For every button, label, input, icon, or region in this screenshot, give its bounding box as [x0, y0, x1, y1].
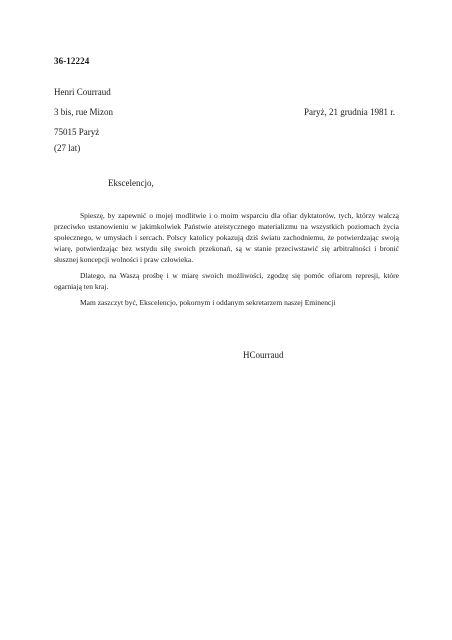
body-paragraph: Dlatego, na Waszą prośbę i w miarę swoich możliwości, zgodzę się pomóc ofiarom represji, które ogarniają ten kraj.: [54, 271, 399, 291]
letter-body: [54, 210, 399, 313]
sender-age: (27 lat): [54, 143, 81, 153]
sender-city: 75015 Paryż: [54, 127, 100, 137]
body-paragraph: Spieszę, by zapewnić o mojej modlitwie i o moim wsparciu dla ofiar dyktatorów, tych, którzy walczą przeciwko ustanowieniu w jakimkolwiek Państwie ateistycznego materializmu na wszystkich poziomach życia społecznego, w umysłach i sercach. Polscy katolicy pokazują dziś światu zachodniemu, że potwierdzając swoją wiarę, potwierdzając bez wstydu siłę swoich przekonań, są w stanie przeciwstawić się arbitralności i bronić słusznej koncepcji wolności i praw człowieka.: [54, 211, 399, 264]
letter-date: Paryż, 21 grudnia 1981 r.: [304, 107, 395, 117]
sender-street: 3 bis, rue Mizon: [54, 107, 113, 117]
signature: HCourraud: [243, 350, 284, 360]
reference-number: 36-12224: [54, 56, 90, 66]
salutation: Ekscelencjo,: [108, 178, 154, 188]
body-paragraph: Mam zaszczyt być, Ekscelencjo, pokornym i oddanym sekretarzem naszej Eminencji: [80, 298, 336, 307]
sender-name: Henri Courraud: [54, 87, 111, 97]
